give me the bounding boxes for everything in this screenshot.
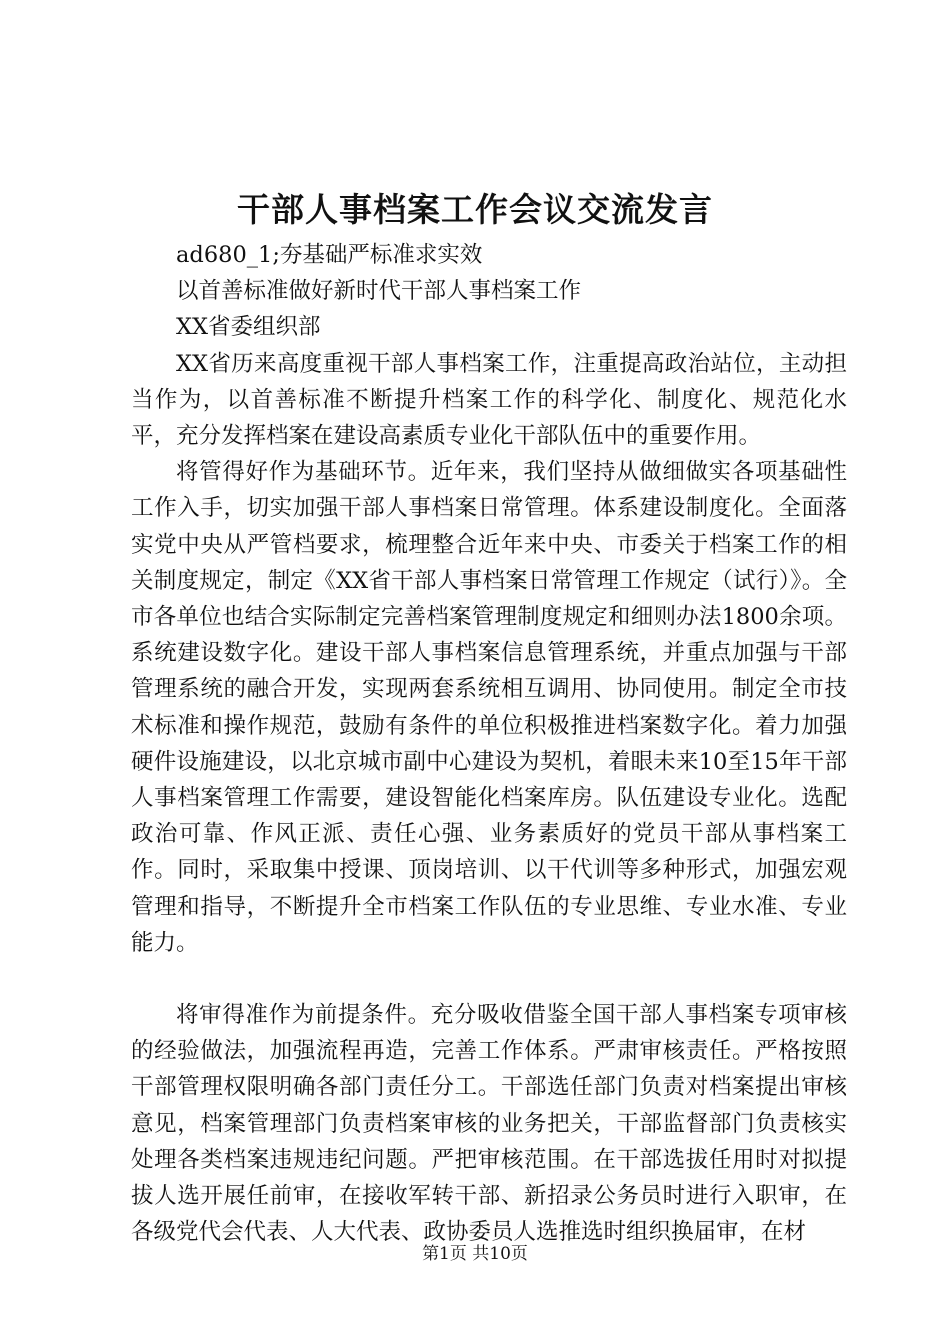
document-title: 干部人事档案工作会议交流发言 [237, 190, 713, 229]
subtitle-line-1: ad680_1;夯基础严标准求实效 [176, 242, 483, 268]
page-footer: 第1页 共10页 [422, 1244, 528, 1264]
paragraph-review: 将审得准作为前提条件。充分吸收借鉴全国干部人事档案专项审核的经验做法，加强流程再造，完善工作体系。严肃审核责任。严格按照干部管理权限明确各部门责任分工。干部选任部门负责对档案提出审核意见，档案管理部门负责档案审核的业务把关，干部监督部门负责核实处理各类档案违规违纪问题。严把审核范围。在干部选拔任用时对拟提拔人选开展任前审，在接收军转干部、新招录公务员时进行入职审，在各级党代会代表、人大代表、政协委员人选推选时组织换届审，在材 [131, 1002, 847, 1246]
document-body [131, 237, 847, 1250]
paragraph-management: 将管得好作为基础环节。近年来，我们坚持从做细做实各项基础性工作入手，切实加强干部人事档案日常管理。体系建设制度化。全面落实党中央从严管档要求，梳理整合近年来中央、市委关于档案工作的相关制度规定，制定《XX省干部人事档案日常管理工作规定（试行）》。全市各单位也结合实际制定完善档案管理制度规定和细则办法1800余项。系统建设数字化。建设干部人事档案信息管理系统，并重点加强与干部管理系统的融合开发，实现两套系统相互调用、协同使用。制定全市技术标准和操作规范，鼓励有条件的单位积极推进档案数字化。着力加强硬件设施建设，以北京城市副中心建设为契机，着眼未来10至15年干部人事档案管理工作需要，建设智能化档案库房。队伍建设专业化。选配政治可靠、作风正派、责任心强、业务素质好的党员干部从事档案工作。同时，采取集中授课、顶岗培训、以干代训等多种形式，加强宏观管理和指导，不断提升全市档案工作队伍的专业思维、专业水准、专业能力。 [131, 459, 847, 956]
subtitle-line-2: 以首善标准做好新时代干部人事档案工作 [176, 278, 582, 305]
author-line: XX省委组织部 [176, 314, 321, 341]
paragraph-intro: XX省历来高度重视干部人事档案工作，注重提高政治站位，主动担当作为，以首善标准不断提升档案工作的科学化、制度化、规范化水平，充分发挥档案在建设高素质专业化干部队伍中的重要作用。 [131, 350, 847, 450]
